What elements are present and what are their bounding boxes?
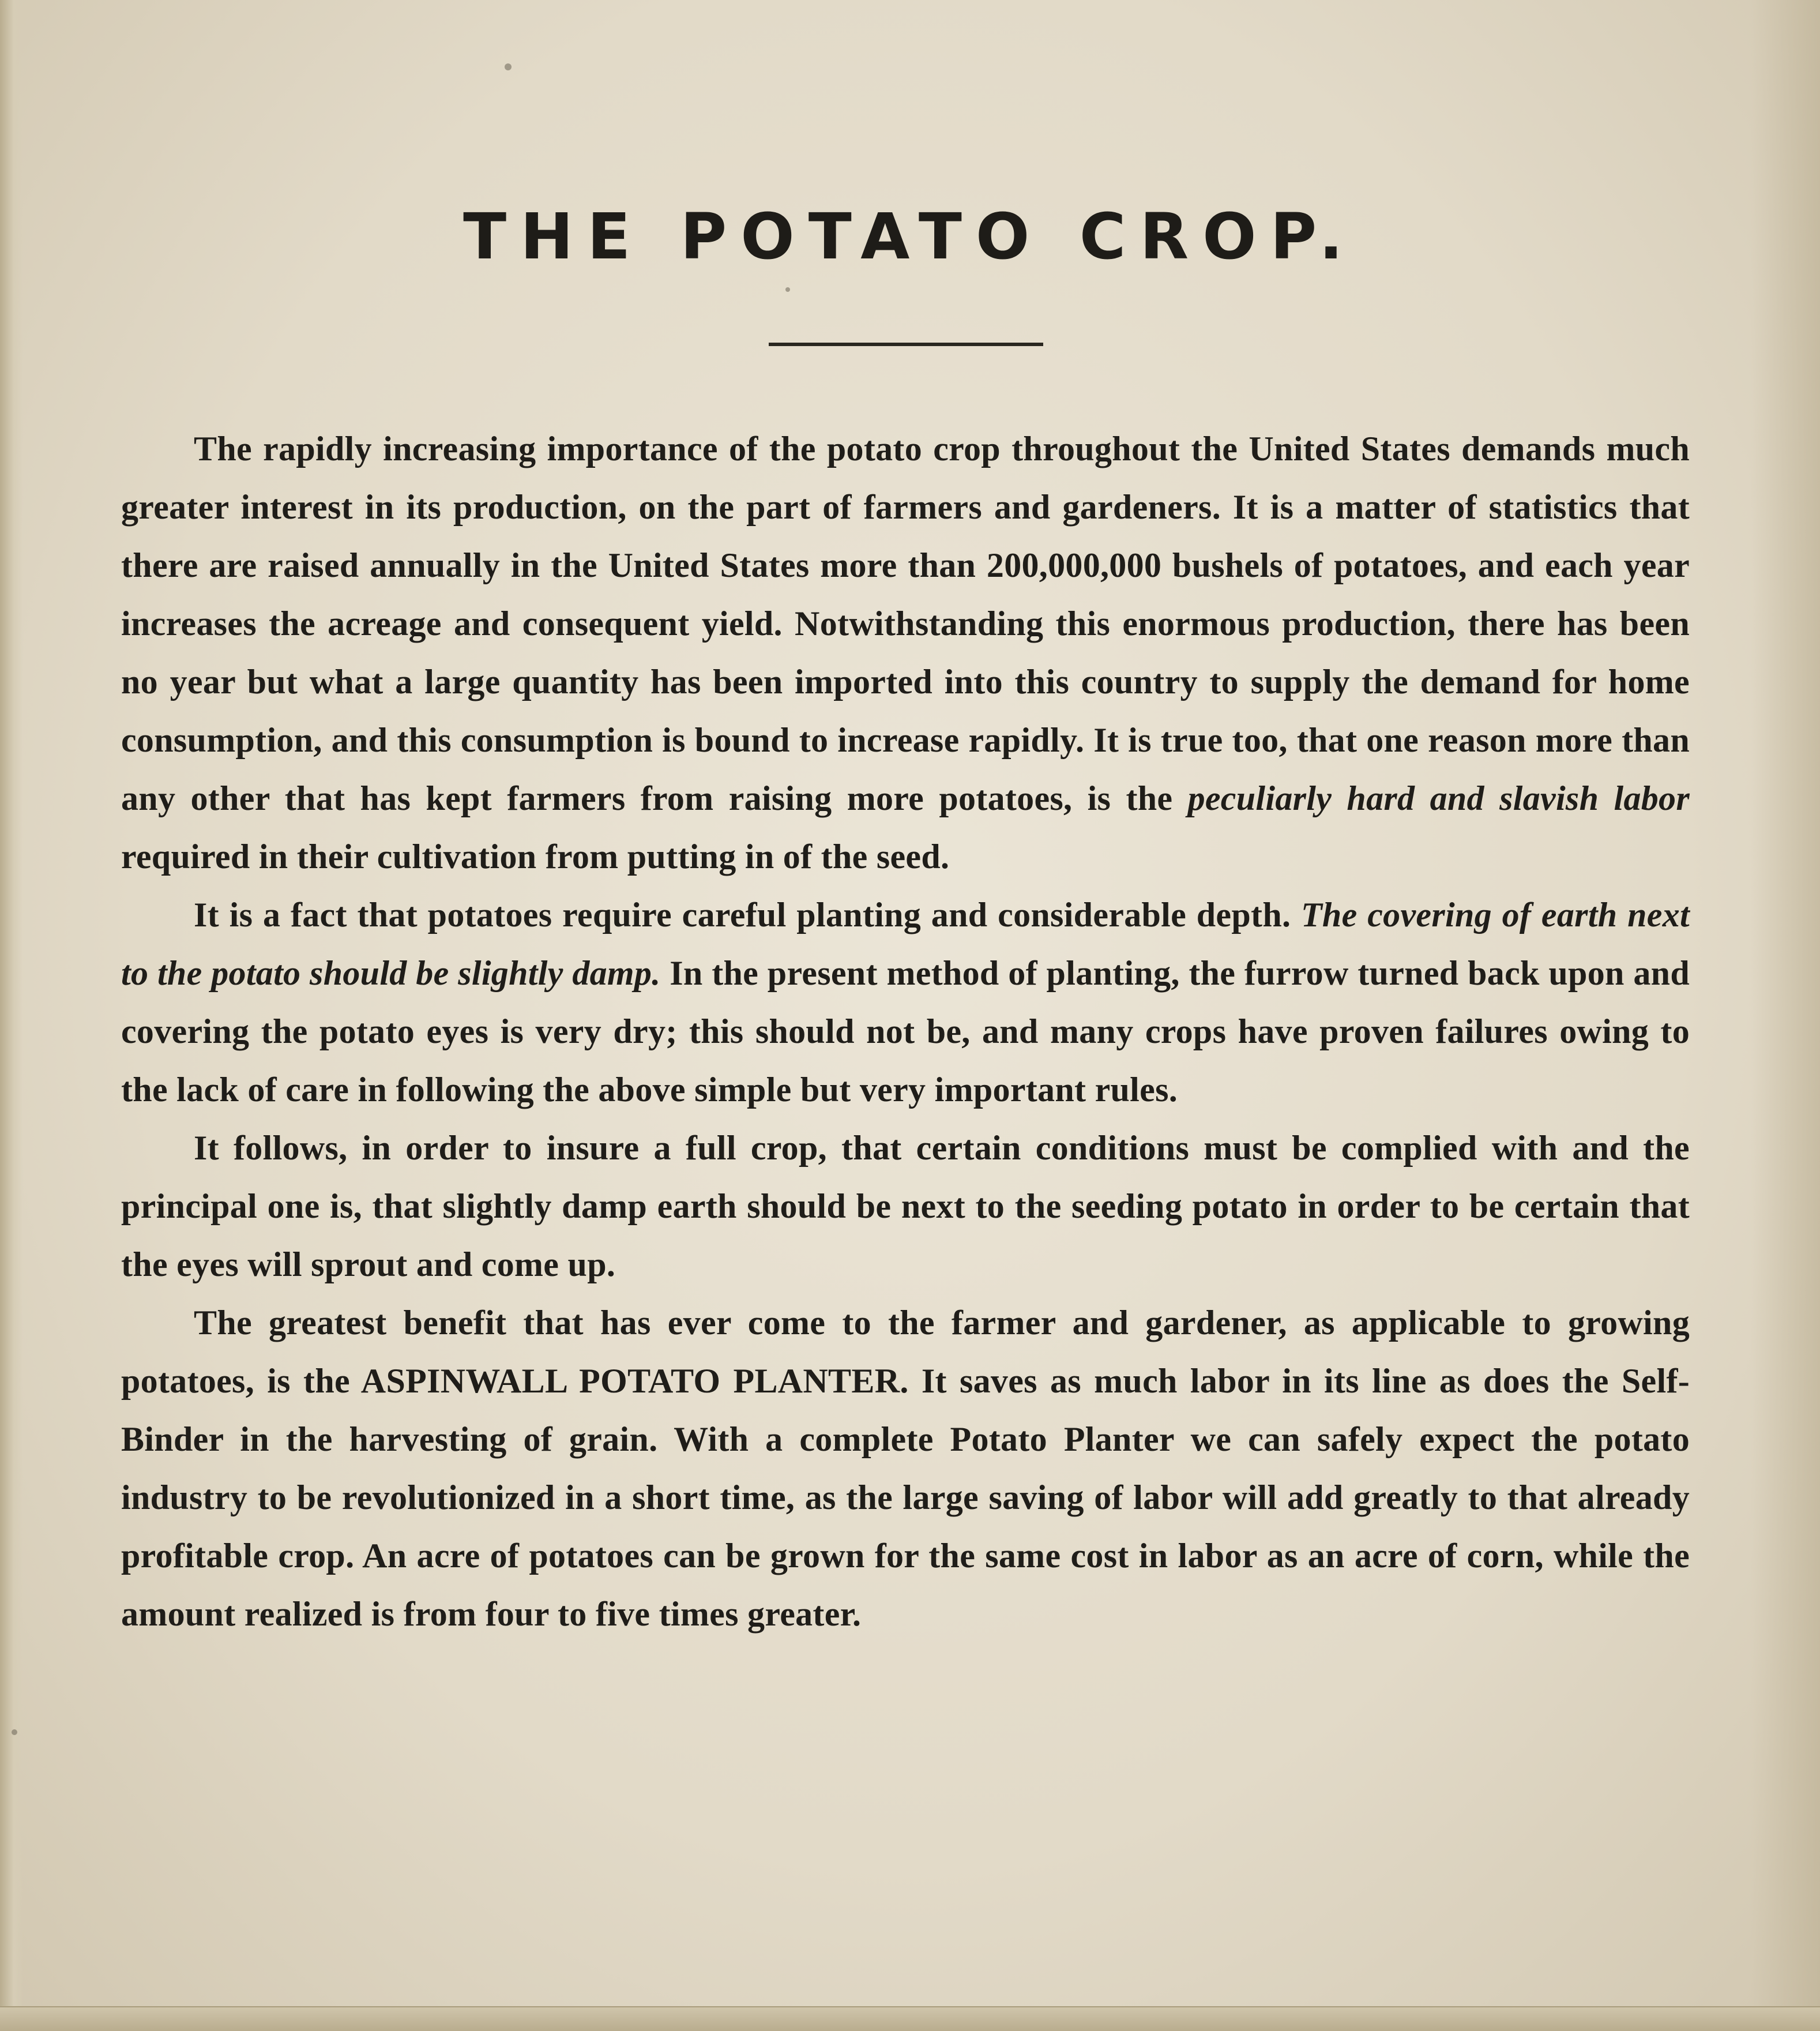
paragraph [121, 1294, 1690, 1643]
text-run: required in their cultivation from putting in of the seed. [121, 838, 950, 876]
body-text [121, 420, 1690, 1643]
paper-speck [785, 287, 790, 292]
title-rule [769, 343, 1043, 346]
text-run: The greatest benefit that has ever come to the farmer and gardener, as applicable to growing potatoes, is the ASPINWALL POTATO PLANTER. It saves as much labor in its line as does the Self-Binder in the harvesting of grain. With a complete Potato Planter we can safely expect the potato industry to be revolutionized in a short time, as the large saving of labor will add greatly to that already profitable crop. An acre of potatoes can be grown for the same cost in labor as an acre of corn, while the amount realized is from four to five times greater. [121, 1304, 1690, 1633]
paragraph [121, 1119, 1690, 1294]
page-title: THE POTATO CROP. [463, 200, 1357, 273]
page-bottom-edge [0, 2006, 1820, 2031]
text-run: In the present method of planting, the furrow turned back upon and covering the potato eyes is very dry; this should not be, and many crops have proven failures owing to the lack of care in following the above simple but very important rules. [121, 954, 1690, 1109]
page-left-edge [0, 0, 23, 2031]
paper-speck [12, 1729, 17, 1735]
page-right-edge [1751, 0, 1820, 2031]
text-run: The rapidly increasing importance of the potato crop throughout the United States demands much greater interest in its production, on the part of farmers and gardeners. It is a matter of statistics that there are raised annually in the United States more than 200,000,000 bushels of potatoes, and each year increases the acreage and consequent yield. Notwithstanding this enormous production, there has been no year but what a large quantity has been imported into this country to supply the demand for home consumption, and this consumption is bound to increase rapidly. It is true too, that one reason more than any other that has kept farmers from raising more potatoes, is the [121, 430, 1690, 817]
italic-text: peculiarly hard and slavish labor [1187, 779, 1690, 817]
paragraph [121, 886, 1690, 1119]
text-run: It is a fact that potatoes require careful planting and considerable depth. [194, 896, 1301, 934]
paper-speck [505, 63, 512, 70]
text-run: It follows, in order to insure a full crop, that certain conditions must be complied with and the principal one is, that slightly damp earth should be next to the seeding potato in order to be certain that the eyes will sprout and come up. [121, 1129, 1690, 1283]
italic-text: The covering of earth next to the potato should be slightly damp. [121, 896, 1690, 992]
paragraph [121, 420, 1690, 886]
